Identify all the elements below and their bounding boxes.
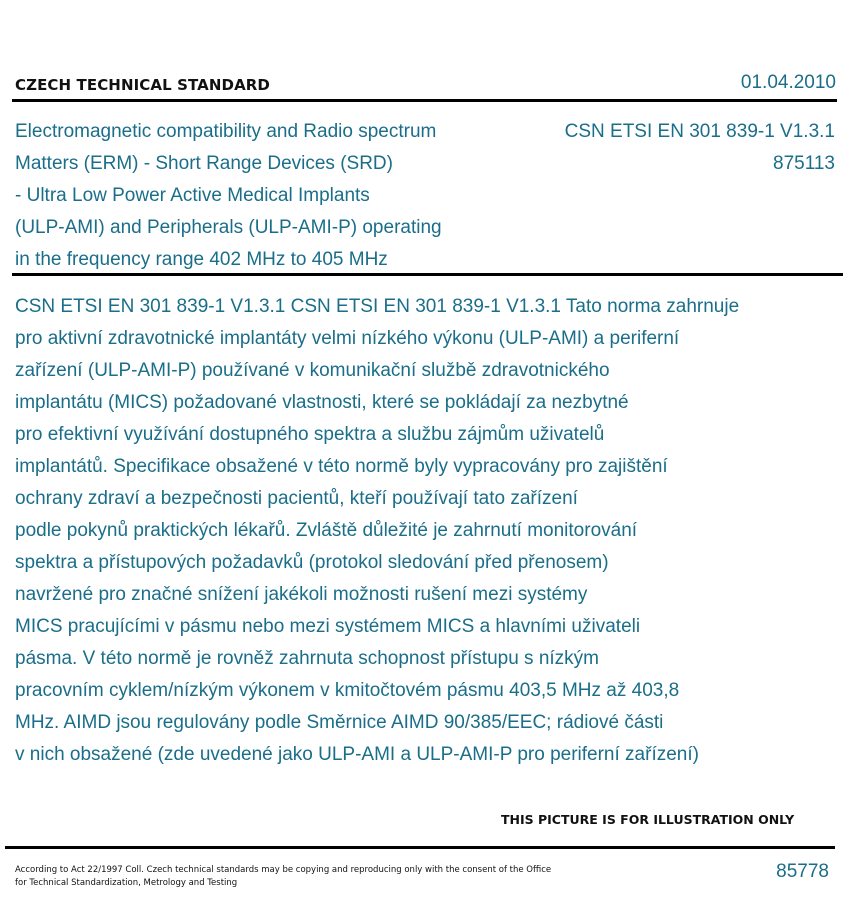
title-line: (ULP-AMI) and Peripherals (ULP-AMI-P) operating bbox=[15, 217, 442, 238]
abstract-line: implantátu (MICS) požadované vlastnosti, které se pokládají za nezbytné bbox=[15, 392, 629, 413]
abstract-line: MHz. AIMD jsou regulovány podle Směrnice AIMD 90/385/EEC; rádiové části bbox=[15, 712, 664, 733]
title-divider bbox=[12, 273, 843, 276]
footer-number: 85778 bbox=[776, 861, 829, 882]
header-divider bbox=[12, 99, 837, 102]
footer-divider bbox=[5, 846, 835, 849]
legal-line: for Technical Standardization, Metrology and Testing bbox=[15, 878, 238, 888]
title-line: in the frequency range 402 MHz to 405 MHz bbox=[15, 249, 388, 270]
abstract-line: zařízení (ULP-AMI-P) používané v komunikační službě zdravotnického bbox=[15, 360, 610, 381]
abstract-line: v nich obsažené (zde uvedené jako ULP-AMI a ULP-AMI-P pro periferní zařízení) bbox=[15, 744, 699, 765]
abstract-line: podle pokynů praktických lékařů. Zvláště důležité je zahrnutí monitorování bbox=[15, 520, 638, 541]
catalog-number: 875113 bbox=[773, 153, 835, 174]
abstract-line: pro efektivní využívání dostupného spektra a službu zájmům uživatelů bbox=[15, 424, 605, 445]
publication-date: 01.04.2010 bbox=[740, 72, 836, 93]
document-code: CSN ETSI EN 301 839-1 V1.3.1 bbox=[564, 121, 835, 142]
abstract-line: implantátů. Specifikace obsažené v této normě byly vypracovány pro zajištění bbox=[15, 456, 668, 477]
abstract-line: pro aktivní zdravotnické implantáty velmi nízkého výkonu (ULP-AMI) a periferní bbox=[15, 328, 680, 349]
abstract-line: spektra a přístupových požadavků (protokol sledování před přenosem) bbox=[15, 552, 609, 573]
legal-notice bbox=[15, 864, 595, 890]
abstract-line: ochrany zdraví a bezpečnosti pacientů, kteří používají tato zařízení bbox=[15, 488, 578, 509]
illustration-note: THIS PICTURE IS FOR ILLUSTRATION ONLY bbox=[501, 812, 795, 827]
document-title bbox=[15, 116, 515, 276]
abstract-line: CSN ETSI EN 301 839-1 V1.3.1 CSN ETSI EN 301 839-1 V1.3.1 Tato norma zahrnuje bbox=[15, 296, 740, 317]
standard-type-label: CZECH TECHNICAL STANDARD bbox=[15, 76, 270, 94]
title-line: Electromagnetic compatibility and Radio spectrum bbox=[15, 121, 437, 142]
document-abstract bbox=[15, 291, 860, 771]
abstract-line: navržené pro značné snížení jakékoli možnosti rušení mezi systémy bbox=[15, 584, 588, 605]
document-code-block bbox=[565, 116, 835, 180]
title-line: Matters (ERM) - Short Range Devices (SRD) bbox=[15, 153, 393, 174]
abstract-line: MICS pracujícími v pásmu nebo mezi systémem MICS a hlavními uživateli bbox=[15, 616, 641, 637]
legal-line: According to Act 22/1997 Coll. Czech technical standards may be copying and reproducing only with the consent of the Office bbox=[15, 865, 552, 875]
abstract-line: pracovním cyklem/nízkým výkonem v kmitočtovém pásmu 403,5 MHz až 403,8 bbox=[15, 680, 680, 701]
title-line: - Ultra Low Power Active Medical Implants bbox=[15, 185, 370, 206]
abstract-line: pásma. V této normě je rovněž zahrnuta schopnost přístupu s nízkým bbox=[15, 648, 600, 669]
